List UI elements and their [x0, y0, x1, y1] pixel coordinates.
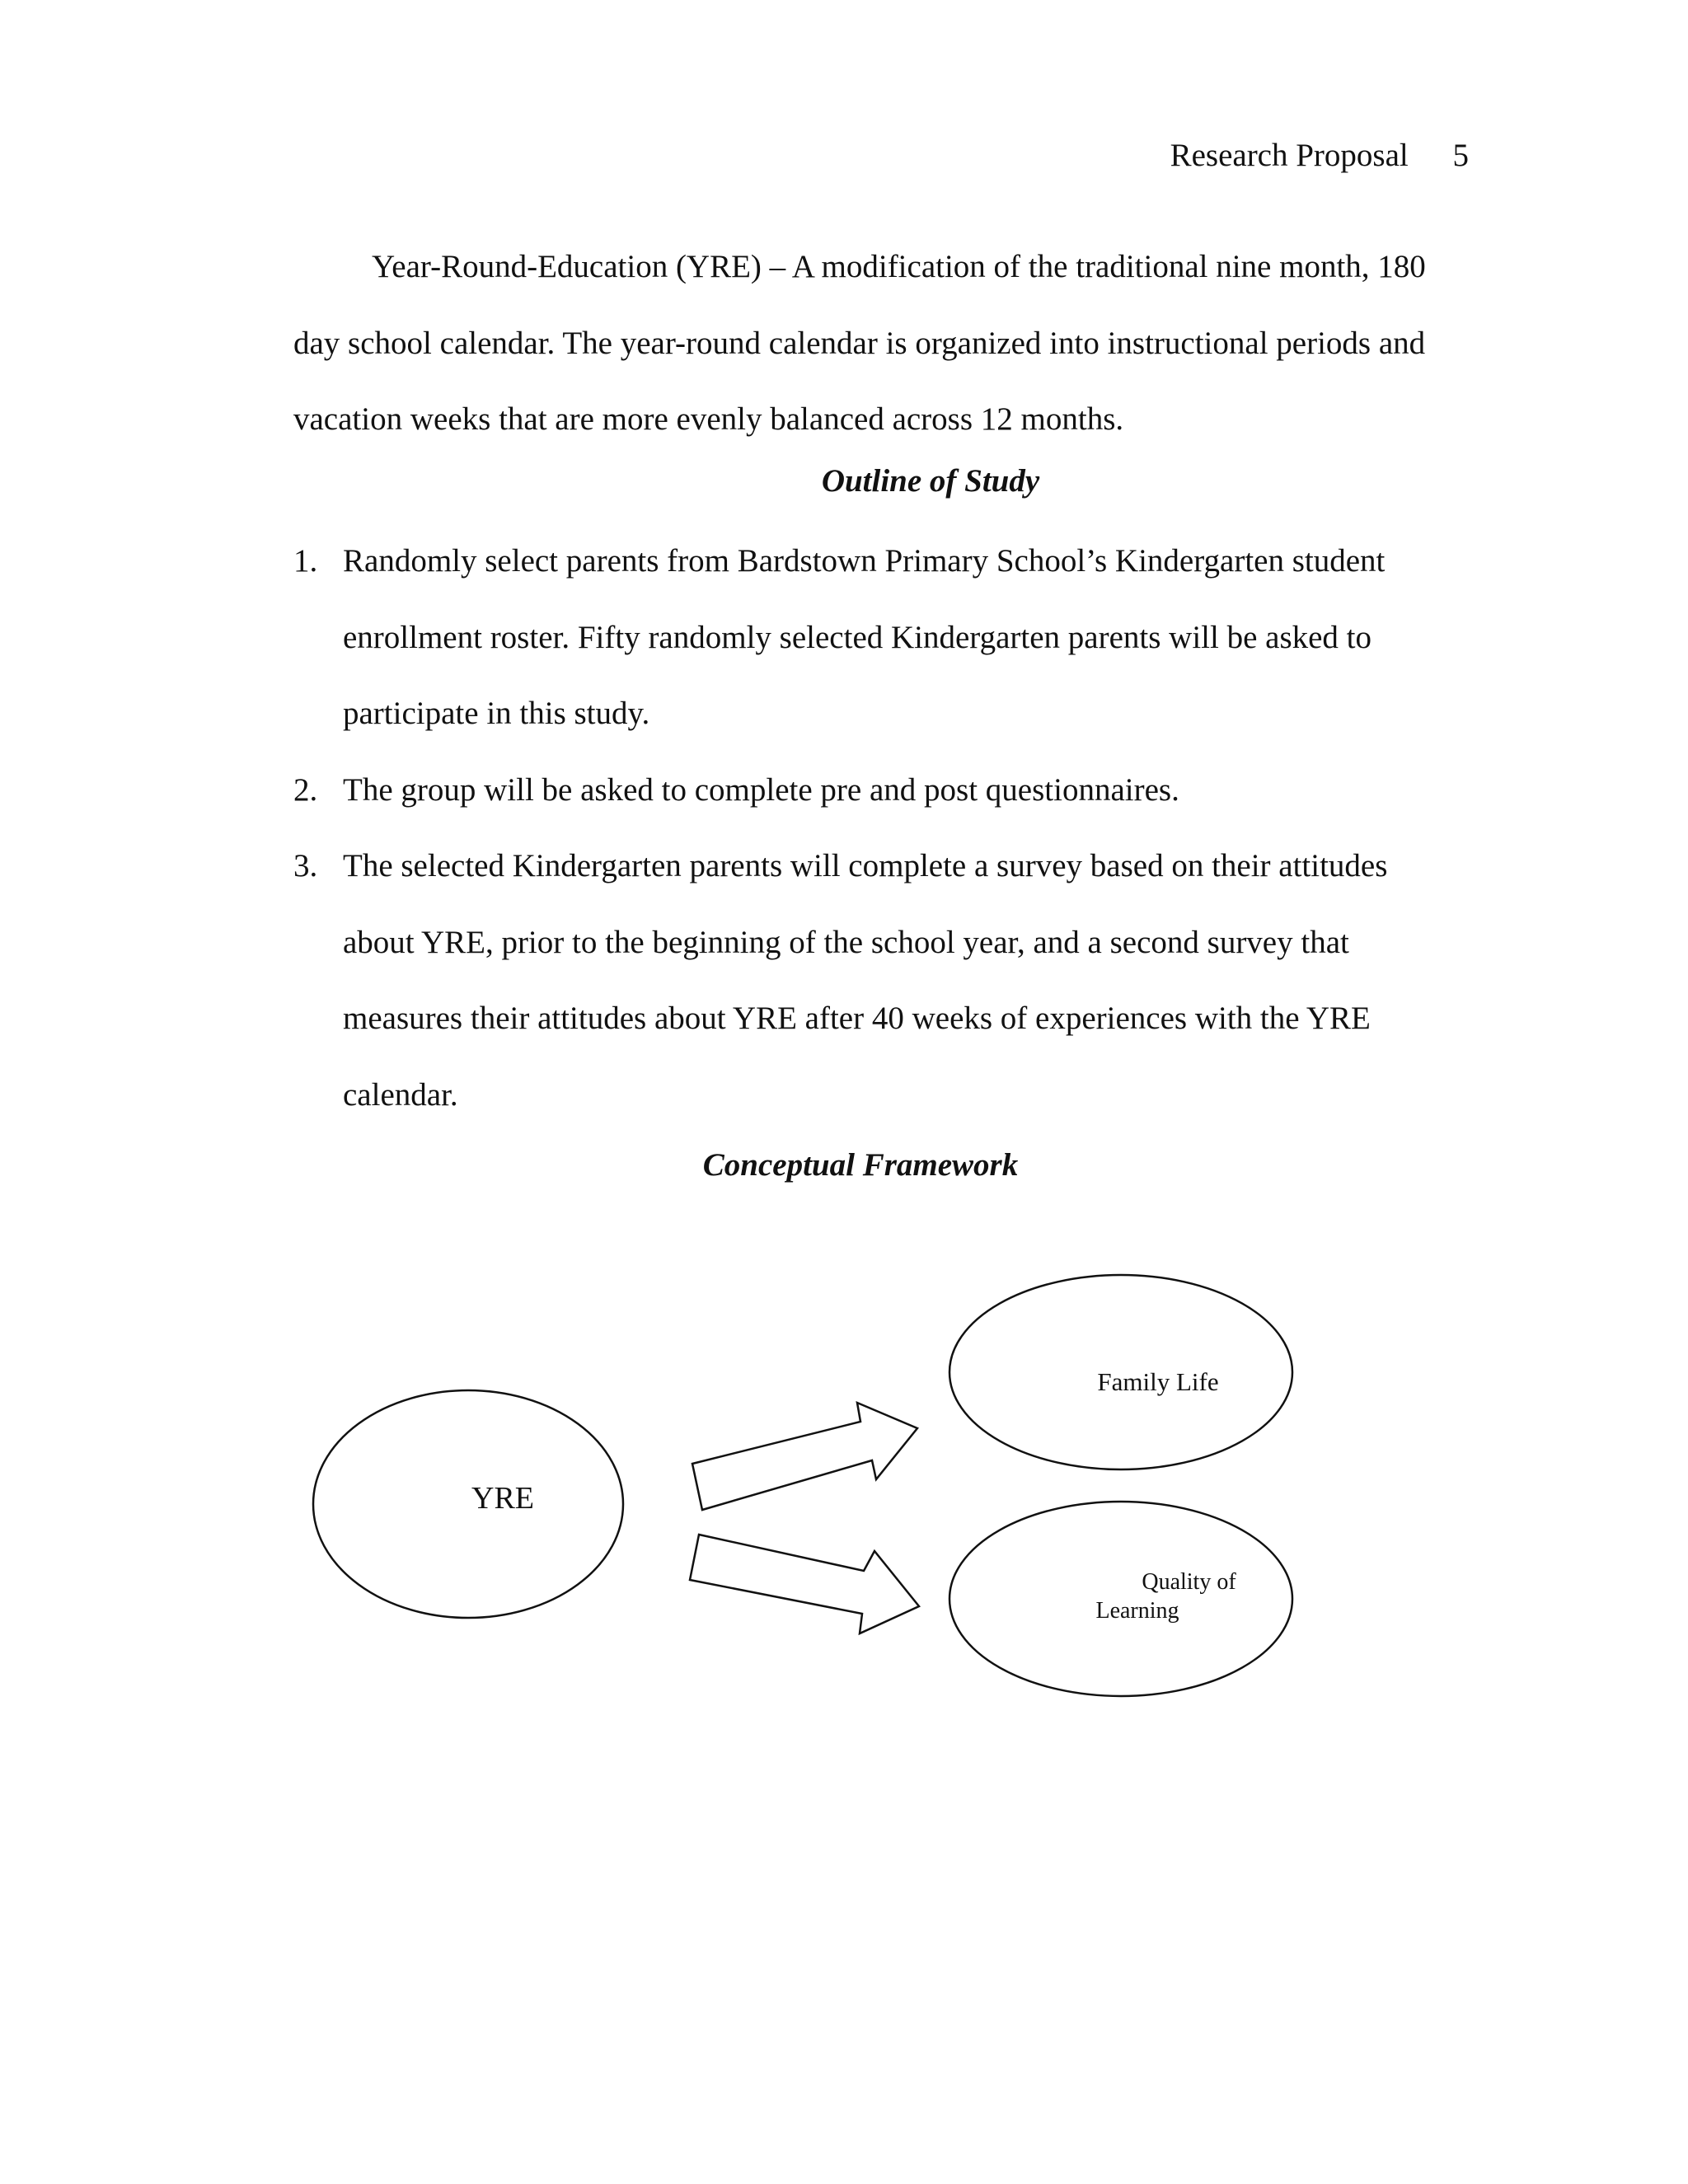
outline-item-1 — [293, 523, 1447, 752]
outline-item-text: Randomly select parents from Bardstown Primary School’s Kindergarten student enrollment roster. Fifty randomly selected Kindergarten parents will be asked to participate in this study. — [343, 543, 1386, 731]
quality-label-line-1: Quality of — [1142, 1569, 1236, 1595]
outline-item-3 — [293, 828, 1447, 1133]
outline-item-number: 2. — [293, 771, 318, 808]
outline-list — [293, 523, 1447, 1133]
arrow-to-family-life — [692, 1403, 917, 1510]
running-head — [1170, 134, 1469, 178]
outline-item-2 — [293, 752, 1447, 829]
yre-node-label: YRE — [471, 1481, 534, 1516]
running-head-title: Research Proposal — [1170, 138, 1409, 173]
quality-label-line-2: Learning — [1095, 1598, 1179, 1624]
arrow-to-quality-of-learning — [690, 1535, 919, 1633]
outline-item-number: 3. — [293, 848, 318, 883]
outline-heading: Outline of Study — [821, 463, 1040, 499]
page-number: 5 — [1452, 138, 1469, 173]
outline-item-text: The selected Kindergarten parents will complete a survey based on their attitudes about YRE, prior to the beginning of the school year, and a second survey that measures their attitudes about YRE after 40 weeks of experiences with the YRE calendar. — [343, 848, 1388, 1113]
framework-heading: Conceptual Framework — [702, 1147, 1019, 1183]
yre-definition-paragraph: Year-Round-Education (YRE) – A modification of the traditional nine month, 180 day school calendar. The year-round calendar is organized into instructional periods and vacation weeks that are more evenly balanced across 12 months. — [293, 249, 1426, 437]
family-life-node-label: Family Life — [1097, 1367, 1219, 1396]
outline-item-text: The group will be asked to complete pre and post questionnaires. — [343, 771, 1179, 808]
outline-item-number: 1. — [293, 543, 318, 579]
quality-of-learning-node-label — [1071, 1568, 1253, 1625]
